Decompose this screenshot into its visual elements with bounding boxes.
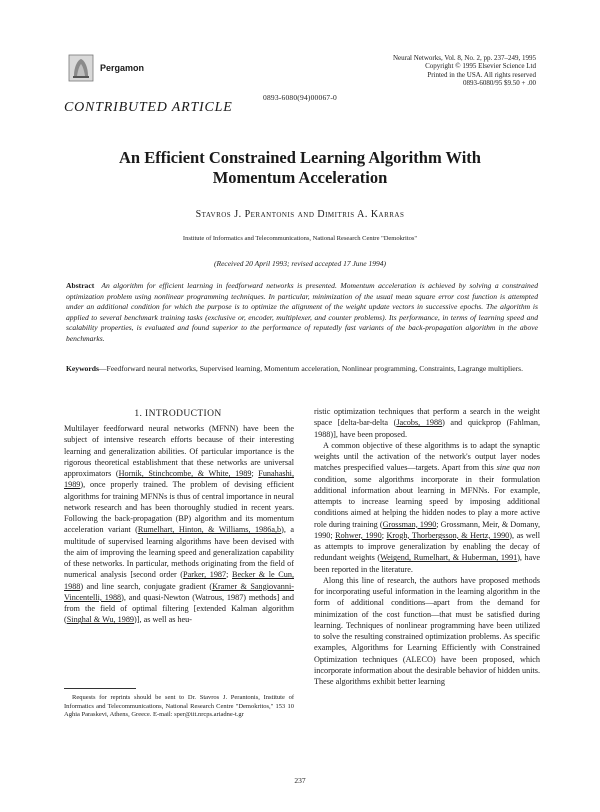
title-line-2: Momentum Acceleration bbox=[212, 168, 388, 187]
text-run: A common objective of these algorithms is to adapt the synaptic weights until the activation of the network's output layer nodes matches prespecified values—targets. Apart from this bbox=[314, 440, 540, 473]
author-1: Stavros J. Perantonis bbox=[195, 209, 295, 220]
keywords-text: —Feedforward neural networks, Supervised learning, Momentum acceleration, Nonlinear programming, Constraints, Lagrange multipliers. bbox=[98, 364, 523, 373]
text-run-italic: sine qua non bbox=[496, 463, 540, 473]
citation-link[interactable]: Singhal & Wu, 1989 bbox=[66, 615, 135, 625]
article-type: CONTRIBUTED ARTICLE bbox=[64, 100, 233, 115]
intro-paragraph-3: Along this line of research, the authors have proposed methods for incorporating useful information in the learning algorithm in the form of additional conditions—apart from the demand for minimization of the cost function—that must be satisfied during learning. Techniques of nonlinear programming have been utilized to solve the resulting constrained optimization problems. As specific examples, Algorithms for Learning Efficiently with Constrained Optimization techniques (ALECO) have been proposed, which incorporate information about the desirable behavior of hidden units. These algorithms exhibit better learning bbox=[314, 575, 540, 686]
citation-link[interactable]: Krogh, Thorbergsson, & Hertz, 1990 bbox=[386, 530, 510, 540]
footnote bbox=[64, 694, 294, 720]
publisher-block bbox=[68, 54, 144, 82]
page-number: 237 bbox=[294, 776, 306, 785]
document-code: 0893-6080(94)00067-0 bbox=[263, 93, 337, 102]
keywords bbox=[66, 364, 538, 375]
abstract-text: An algorithm for efficient learning in feedforward networks is presented. Momentum acceleration is achieved by solving a constrained optimization problem using nonlinear programming techniques. In particular, minimization of the usual mean square error cost function is attempted under an additional condition for which the purpose is to optimize the alignment of the weight update vectors in successive epochs. The algorithm is applied to several benchmark training tasks (exclusive or, encoder, multiplexer, and counter problems). Its performance, in terms of learning speed and scalability properties, is evaluated and found superior to the performance of reputedly fast variants of the back-propagation algorithm in the above benchmarks. bbox=[66, 281, 539, 343]
title-line-1: An Efficient Constrained Learning Algorithm With bbox=[119, 148, 481, 167]
text-run: ; Grossmann, Meir, & Domany, 1990; bbox=[314, 519, 540, 540]
left-column bbox=[64, 423, 294, 626]
text-run: ), as well as attempts to improve generalization by enabling the decay of redundant weights ( bbox=[314, 530, 540, 563]
intro-paragraph-1-cont bbox=[314, 406, 540, 440]
footnote-text: Requests for reprints should be sent to Dr. Stavros J. Perantonis, Institute of Informatics and Telecommunications, National Research Centre "Demokritos," 153 10 Aghia Paraskevi, Athens, Greece. E-mail: sper@iit.nrcps.ariadne-t.gr bbox=[64, 694, 294, 719]
text-run: ), and quasi-Newton (Watrous, 1987) methods] and from the field of optimal filtering [extended Kalman algorithm ( bbox=[64, 592, 294, 625]
text-run: Multilayer feedforward neural networks (MFNN) have been the subject of intensive research efforts because of their interesting learning and generalization abilities. Of particular importance is the rigorous theoretical establishment that these networks are universal approximators ( bbox=[64, 424, 294, 478]
author-separator: and bbox=[294, 209, 318, 220]
citation-link[interactable]: Jacobs, 1988 bbox=[396, 418, 443, 428]
citation-link[interactable]: Funahashi, 1989 bbox=[64, 469, 294, 490]
abstract bbox=[66, 281, 538, 345]
affiliation: Institute of Informatics and Telecommunications, National Research Centre "Demokritos" bbox=[182, 235, 418, 242]
author-2: Dimitris A. Karras bbox=[317, 209, 405, 220]
citation-link[interactable]: Rumelhart, Hinton, & Williams, 1986a,b bbox=[137, 525, 282, 535]
printed-line: Printed in the USA. All rights reserved bbox=[427, 70, 536, 79]
journal-info bbox=[316, 54, 536, 88]
received-dates: (Received 20 April 1993; revised accepted 17 June 1994) bbox=[213, 259, 387, 268]
keywords-label: Keywords bbox=[66, 364, 99, 373]
issn-line: 0893-6080/95 $9.50 + .00 bbox=[463, 79, 536, 88]
right-column bbox=[314, 406, 540, 687]
abstract-label: Abstract bbox=[66, 281, 95, 290]
text-run: condition, some algorithms incorporate in their formulation additional information about learning in MFNNs. For example, attempts to increase learning speed by imposing additional conditions aimed at helping the hidden nodes to play a more active role during training ( bbox=[314, 474, 540, 529]
text-run: ), once properly trained. The problem of devising efficient algorithms for training MFNNs is thus of central importance in neural network research and has been thoroughly studied in recent years. Following the back-propagation (BP) algorithm and its momentum acceleration variant ( bbox=[64, 480, 294, 535]
citation-link[interactable]: Weigend, Rumelhart, & Huberman, 1991 bbox=[380, 553, 518, 563]
citation-link[interactable]: Becker & le Cun, 1988 bbox=[64, 570, 294, 591]
text-run: )], as well as heu- bbox=[134, 615, 193, 625]
text-run: ) and quickprop (Fahlman, 1988)], have been proposed. bbox=[314, 418, 540, 439]
citation-link[interactable]: Kramer & Sangiovanni-Vincentelli, 1988 bbox=[64, 581, 294, 602]
publisher-logo-icon bbox=[68, 54, 94, 82]
text-run: ), have been reported in the literature. bbox=[314, 553, 540, 574]
text-run: ) and line search, conjugate gradient ( bbox=[80, 581, 213, 591]
section-heading: 1. INTRODUCTION bbox=[134, 409, 222, 419]
text-run: ; bbox=[226, 570, 232, 580]
text-run: ; bbox=[381, 530, 387, 540]
citation-link[interactable]: Parker, 1987 bbox=[183, 570, 227, 580]
publisher-name: Pergamon bbox=[100, 63, 145, 73]
footnote-rule bbox=[64, 688, 136, 689]
intro-paragraph-2 bbox=[314, 440, 540, 575]
authors bbox=[0, 209, 600, 220]
journal-citation: Neural Networks, Vol. 8, No. 2, pp. 237–249, 1995 bbox=[392, 54, 536, 62]
intro-paragraph-1 bbox=[64, 423, 294, 626]
citation-link[interactable]: Hornik, Stinchcombe, & White, 1989 bbox=[118, 469, 252, 478]
text-run: ), a multitude of supervised learning algorithms have been devised with the aim of improving the learning speed and generalization capability of these networks. In particular, methods originating from the field of numerical analysis [second order ( bbox=[64, 525, 294, 580]
citation-link[interactable]: Rohwer, 1990 bbox=[335, 530, 382, 540]
text-run: ; bbox=[251, 469, 259, 478]
text-run: ristic optimization techniques that perform a search in the weight space [delta-bar-delta ( bbox=[314, 407, 540, 428]
paper-title bbox=[0, 148, 600, 188]
citation-link[interactable]: Grossman, 1990 bbox=[382, 519, 437, 529]
copyright-line: Copyright © 1995 Elsevier Science Ltd bbox=[425, 62, 536, 71]
